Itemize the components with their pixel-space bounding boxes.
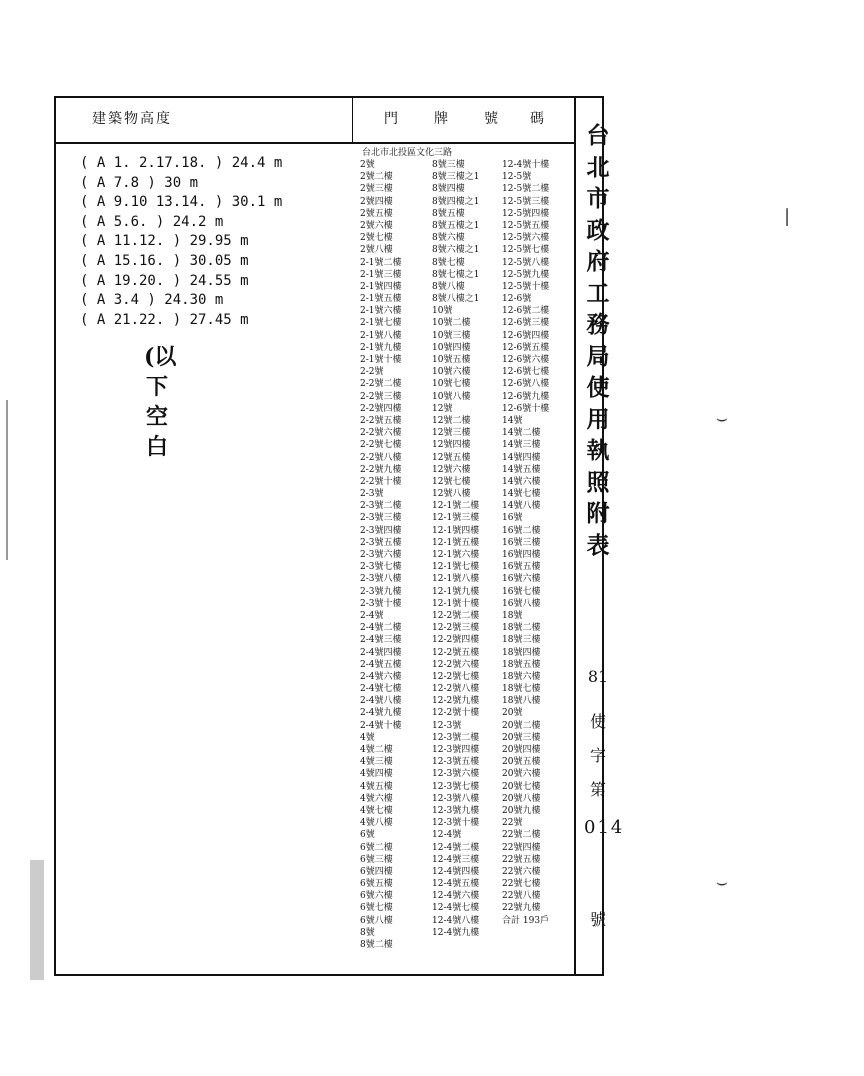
building-heights-list <box>80 154 282 330</box>
height-row: ( A 9.10 13.14. ) 30.1 m <box>80 194 283 211</box>
address-entry: 2-1號三樓 <box>360 269 402 280</box>
address-entry: 2-2號七樓 <box>360 440 402 451</box>
address-entry: 20號六樓 <box>502 769 541 780</box>
address-entry: 8號六樓之1 <box>432 245 480 256</box>
address-entry: 12-3號十樓 <box>432 818 480 829</box>
address-entry: 2-1號四樓 <box>360 281 402 292</box>
address-entry: 2號七樓 <box>360 233 393 244</box>
blank-note-char: (以 <box>144 344 177 370</box>
title-char: 北 <box>586 153 610 181</box>
address-entry: 8號六樓 <box>432 233 465 244</box>
address-entry: 22號八樓 <box>502 891 541 902</box>
permit-serial: 014 <box>584 817 625 838</box>
address-entry: 14號五樓 <box>502 464 541 475</box>
address-entry: 12-3號五樓 <box>432 757 480 768</box>
header-column-divider <box>352 96 353 144</box>
address-entry: 20號四樓 <box>502 745 541 755</box>
title-char: 務 <box>586 311 610 338</box>
address-entry: 12號二樓 <box>432 415 471 426</box>
address-entry: 6號七樓 <box>360 903 393 914</box>
address-entry: 6號二樓 <box>360 842 393 853</box>
address-entry: 12-2號八樓 <box>432 684 480 695</box>
blank-note-char: 下 <box>145 374 168 400</box>
address-entry: 8號五樓 <box>432 208 465 219</box>
address-entry: 16號五樓 <box>502 562 541 573</box>
address-entry: 2-4號八樓 <box>360 696 402 707</box>
address-entry: 8號八樓之1 <box>432 294 480 305</box>
address-entry: 4號二樓 <box>360 745 393 755</box>
address-entry: 2號八樓 <box>360 245 393 256</box>
address-entry: 12號六樓 <box>432 464 471 475</box>
height-row: ( A 7.8 ) 30 m <box>80 174 199 191</box>
address-entry: 20號 <box>502 708 523 719</box>
address-entry: 10號五樓 <box>432 355 471 365</box>
address-entry: 12-5號三樓 <box>502 196 550 207</box>
address-entry: 12-1號三樓 <box>432 513 480 524</box>
address-entry: 22號二樓 <box>502 830 541 841</box>
address-entry: 12-4號十樓 <box>502 160 550 170</box>
address-entry: 18號八樓 <box>502 696 541 707</box>
address-entry: 20號八樓 <box>502 793 541 804</box>
address-entry: 6號 <box>360 830 375 841</box>
address-entry: 12-6號十樓 <box>502 403 550 414</box>
address-entry: 12-3號八樓 <box>432 793 480 804</box>
address-entry: 2-2號二樓 <box>360 379 402 390</box>
address-entry: 6號四樓 <box>360 866 393 877</box>
title-char: 表 <box>586 531 610 559</box>
title-char: 府 <box>586 248 610 275</box>
address-entry: 2-4號三樓 <box>360 635 402 646</box>
address-entry: 14號六樓 <box>502 476 541 487</box>
address-entry: 2號四樓 <box>360 196 393 207</box>
address-entry: 14號 <box>502 415 523 426</box>
address-entry: 12-5號九樓 <box>502 269 550 280</box>
address-entry: 8號四樓之1 <box>432 196 480 207</box>
address-entry: 14號八樓 <box>502 501 541 512</box>
address-entry: 2-1號二樓 <box>360 257 402 268</box>
address-entry: 2-1號八樓 <box>360 330 402 341</box>
address-entry: 2-3號六樓 <box>360 550 402 560</box>
address-entry: 12-1號四樓 <box>432 525 480 536</box>
address-entry: 18號六樓 <box>502 671 541 682</box>
address-entry: 14號三樓 <box>502 440 541 451</box>
address-entry: 12-3號七樓 <box>432 781 480 792</box>
address-entry: 4號七樓 <box>360 805 393 816</box>
address-entry: 18號四樓 <box>502 647 541 658</box>
address-entry: 12-3號四樓 <box>432 745 480 755</box>
address-entry: 8號三樓之1 <box>432 172 480 183</box>
address-entry: 8號四樓 <box>432 184 465 195</box>
address-entry: 12-5號五樓 <box>502 220 550 231</box>
address-entry: 8號五樓之1 <box>432 220 480 231</box>
address-entry: 12-1號九樓 <box>432 586 480 597</box>
address-entry: 2-2號八樓 <box>360 452 402 463</box>
title-char: 執 <box>586 437 610 464</box>
address-entry: 2-3號七樓 <box>360 562 402 573</box>
address-entry: 2-1號六樓 <box>360 306 402 317</box>
address-entry: 12-5號二樓 <box>502 184 550 195</box>
title-char: 用 <box>586 405 610 433</box>
address-entry: 22號四樓 <box>502 842 541 853</box>
address-entry: 22號九樓 <box>502 903 541 914</box>
address-entry: 12-3號六樓 <box>432 769 480 780</box>
address-entry: 4號八樓 <box>360 818 393 829</box>
address-entry: 12號五樓 <box>432 452 471 463</box>
scan-edge-artifact <box>30 860 44 980</box>
margin-tick-mark: ⌣ <box>716 872 728 893</box>
address-entry: 12號三樓 <box>432 428 471 439</box>
title-char: 政 <box>586 216 610 244</box>
address-entry: 6號五樓 <box>360 879 393 890</box>
address-entry: 16號七樓 <box>502 586 541 597</box>
address-entry: 10號二樓 <box>432 318 471 329</box>
address-entry: 8號七樓之1 <box>432 269 480 280</box>
address-entry: 12號七樓 <box>432 476 471 487</box>
title-char: 市 <box>586 185 610 212</box>
address-entry: 16號二樓 <box>502 525 541 536</box>
address-entry: 12-3號二樓 <box>432 732 480 743</box>
address-entry: 8號 <box>360 927 375 938</box>
address-entry: 12-1號五樓 <box>432 537 480 548</box>
address-entry: 2-2號六樓 <box>360 428 402 439</box>
address-entry: 2-3號三樓 <box>360 513 402 524</box>
address-entry: 2-3號五樓 <box>360 537 402 548</box>
address-entry: 12-6號四樓 <box>502 330 550 341</box>
address-entry: 2-4號六樓 <box>360 671 402 682</box>
address-column-1 <box>360 159 402 951</box>
address-entry: 12-4號二樓 <box>432 842 480 853</box>
address-entry: 12-2號十樓 <box>432 708 480 719</box>
address-entry: 6號六樓 <box>360 891 393 902</box>
address-entry: 2-3號四樓 <box>360 525 402 536</box>
height-row: ( A 11.12. ) 29.95 m <box>80 233 249 250</box>
address-entry: 20號九樓 <box>502 805 541 816</box>
address-entry: 12-2號七樓 <box>432 671 480 682</box>
permit-prefix: 81 <box>587 667 609 686</box>
address-entry: 20號五樓 <box>502 757 541 768</box>
side-title-vertical <box>584 120 612 561</box>
address-entry: 18號七樓 <box>502 684 541 695</box>
address-entry: 2-1號九樓 <box>360 342 402 353</box>
address-entry: 22號 <box>502 818 523 829</box>
address-entry: 10號六樓 <box>432 367 471 378</box>
address-entry: 2號六樓 <box>360 220 393 231</box>
address-entry: 12-2號二樓 <box>432 610 480 621</box>
address-entry: 12-6號七樓 <box>502 367 550 378</box>
address-entry: 2-3號九樓 <box>360 586 402 597</box>
scan-edge-artifact <box>6 400 8 560</box>
address-column-2 <box>432 159 479 939</box>
address-entry: 8號八樓 <box>432 281 465 292</box>
address-entry: 2-2號三樓 <box>360 391 402 402</box>
address-entry: 2-4號二樓 <box>360 623 402 634</box>
address-heading: 台北市北投區文化三路 <box>362 148 453 158</box>
permit-char: 第 <box>589 780 606 799</box>
address-entry: 2-2號十樓 <box>360 476 402 487</box>
title-char: 工 <box>586 279 610 307</box>
address-entry: 14號二樓 <box>502 428 541 439</box>
address-entry: 12-5號四樓 <box>502 208 550 219</box>
address-entry: 12號八樓 <box>432 489 471 500</box>
address-entry: 12-3號九樓 <box>432 805 480 816</box>
address-entry: 18號三樓 <box>502 635 541 646</box>
address-entry: 12-1號十樓 <box>432 598 480 609</box>
address-entry: 2-4號四樓 <box>360 647 402 658</box>
address-entry: 18號五樓 <box>502 659 541 670</box>
address-entry: 12-2號三樓 <box>432 623 480 634</box>
address-entry: 2-3號十樓 <box>360 598 402 609</box>
address-entry: 12-5號六樓 <box>502 233 550 244</box>
address-entry: 16號 <box>502 513 523 524</box>
title-char: 台 <box>586 122 610 149</box>
address-entry: 12-5號七樓 <box>502 245 550 256</box>
address-entry: 12-6號三樓 <box>502 318 550 329</box>
address-entry: 12-1號七樓 <box>432 562 480 573</box>
permit-number <box>584 665 625 941</box>
address-entry: 4號 <box>360 732 375 743</box>
address-entry: 2-2號九樓 <box>360 464 402 475</box>
address-entry: 20號二樓 <box>502 720 541 731</box>
blank-note-char: 白 <box>145 434 168 460</box>
address-entry: 2號 <box>360 160 375 170</box>
address-entry: 2-3號八樓 <box>360 574 402 585</box>
address-entry: 12-1號六樓 <box>432 550 480 560</box>
address-entry: 2號五樓 <box>360 208 393 219</box>
address-entry: 12-2號五樓 <box>432 647 480 658</box>
address-entry: 12-6號八樓 <box>502 379 550 390</box>
address-entry: 18號 <box>502 610 523 621</box>
address-entry: 2-3號二樓 <box>360 501 402 512</box>
address-entry: 14號七樓 <box>502 489 541 500</box>
address-entry: 12-4號三樓 <box>432 854 480 865</box>
address-entry: 2-2號五樓 <box>360 415 402 426</box>
address-entry: 12-4號四樓 <box>432 866 480 877</box>
address-entry: 12號四樓 <box>432 440 471 451</box>
address-entry: 12-4號八樓 <box>432 915 480 926</box>
address-entry: 12-6號九樓 <box>502 391 550 402</box>
height-row: ( A 21.22. ) 27.45 m <box>80 311 249 328</box>
address-entry: 12-4號五樓 <box>432 879 480 890</box>
height-row: ( A 1. 2.17.18. ) 24.4 m <box>80 155 283 171</box>
address-entry: 12-6號五樓 <box>502 342 550 353</box>
address-entry: 2-1號五樓 <box>360 294 402 305</box>
height-row: ( A 19.20. ) 24.55 m <box>80 272 249 289</box>
address-entry: 4號三樓 <box>360 757 393 768</box>
right-column-divider <box>574 96 576 976</box>
address-entry: 10號八樓 <box>432 391 471 402</box>
address-entry: 2-2號四樓 <box>360 403 402 414</box>
address-entry: 16號六樓 <box>502 574 541 585</box>
address-entry: 2-4號七樓 <box>360 684 402 695</box>
title-char: 局 <box>586 342 610 370</box>
margin-tick-mark: ⌣ <box>716 408 728 429</box>
address-entry: 8號二樓 <box>360 940 393 950</box>
address-entry: 12-5號八樓 <box>502 257 550 268</box>
address-entry: 4號六樓 <box>360 793 393 804</box>
address-entry: 2-1號七樓 <box>360 318 402 329</box>
header-address-char-4: 碼 <box>530 111 546 127</box>
address-entry: 12-1號二樓 <box>432 501 480 512</box>
address-entry: 12號 <box>432 403 453 414</box>
address-entry: 2號三樓 <box>360 184 393 195</box>
address-entry: 12-3號 <box>432 720 462 731</box>
blank-below-note <box>144 342 177 462</box>
address-entry: 12-6號六樓 <box>502 355 550 365</box>
address-entry: 16號三樓 <box>502 537 541 548</box>
address-entry: 合計 193戶 <box>502 915 550 926</box>
address-entry: 2號二樓 <box>360 172 393 183</box>
address-entry: 12-4號六樓 <box>432 891 480 902</box>
address-entry: 22號五樓 <box>502 854 541 865</box>
address-entry: 16號八樓 <box>502 598 541 609</box>
address-entry: 12-6號二樓 <box>502 306 550 317</box>
address-entry: 2-4號五樓 <box>360 659 402 670</box>
address-entry: 8號三樓 <box>432 160 465 170</box>
height-row: ( A 5.6. ) 24.2 m <box>80 213 224 230</box>
address-entry: 6號三樓 <box>360 854 393 865</box>
address-entry: 10號 <box>432 306 453 317</box>
address-entry: 2-4號九樓 <box>360 708 402 719</box>
address-entry: 12-5號 <box>502 172 532 183</box>
height-row: ( A 15.16. ) 30.05 m <box>80 252 249 269</box>
address-entry: 12-2號九樓 <box>432 696 480 707</box>
header-height-label: 建築物高度 <box>92 111 172 127</box>
title-char: 照 <box>586 468 610 496</box>
header-divider <box>54 142 576 144</box>
address-entry: 6號八樓 <box>360 915 393 926</box>
address-entry: 16號四樓 <box>502 550 541 560</box>
header-address-char-2: 牌 <box>434 111 450 127</box>
address-entry: 2-3號 <box>360 489 384 500</box>
address-entry: 10號三樓 <box>432 330 471 341</box>
address-entry: 22號六樓 <box>502 866 541 877</box>
permit-suffix: 號 <box>589 910 606 929</box>
address-entry: 20號三樓 <box>502 732 541 743</box>
address-entry: 10號七樓 <box>432 379 471 390</box>
header-address-char-3: 號 <box>484 111 500 127</box>
blank-note-char: 空 <box>145 404 168 430</box>
title-char: 使 <box>586 374 610 401</box>
address-entry: 18號二樓 <box>502 623 541 634</box>
permit-char: 字 <box>589 746 606 765</box>
address-entry: 12-6號 <box>502 294 532 305</box>
address-entry: 2-4號 <box>360 610 384 621</box>
address-entry: 22號七樓 <box>502 879 541 890</box>
address-entry: 8號七樓 <box>432 257 465 268</box>
address-entry: 2-4號十樓 <box>360 720 402 731</box>
address-entry: 12-2號六樓 <box>432 659 480 670</box>
address-entry: 12-5號十樓 <box>502 281 550 292</box>
height-row: ( A 3.4 ) 24.30 m <box>80 292 224 309</box>
address-entry: 12-4號七樓 <box>432 903 480 914</box>
address-entry: 14號四樓 <box>502 452 541 463</box>
margin-tick-mark: | <box>784 206 791 227</box>
address-entry: 4號五樓 <box>360 781 393 792</box>
address-entry: 12-1號八樓 <box>432 574 480 585</box>
permit-char: 使 <box>589 712 606 731</box>
address-entry: 10號四樓 <box>432 342 471 353</box>
address-entry: 12-4號 <box>432 830 462 841</box>
title-char: 附 <box>586 500 610 527</box>
address-entry: 12-4號九樓 <box>432 927 480 938</box>
address-column-3 <box>502 159 549 927</box>
address-entry: 2-2號 <box>360 367 384 378</box>
address-entry: 2-1號十樓 <box>360 355 402 365</box>
header-address-char-1: 門 <box>384 111 400 127</box>
address-entry: 20號七樓 <box>502 781 541 792</box>
address-entry: 4號四樓 <box>360 769 393 780</box>
address-entry: 12-2號四樓 <box>432 635 480 646</box>
